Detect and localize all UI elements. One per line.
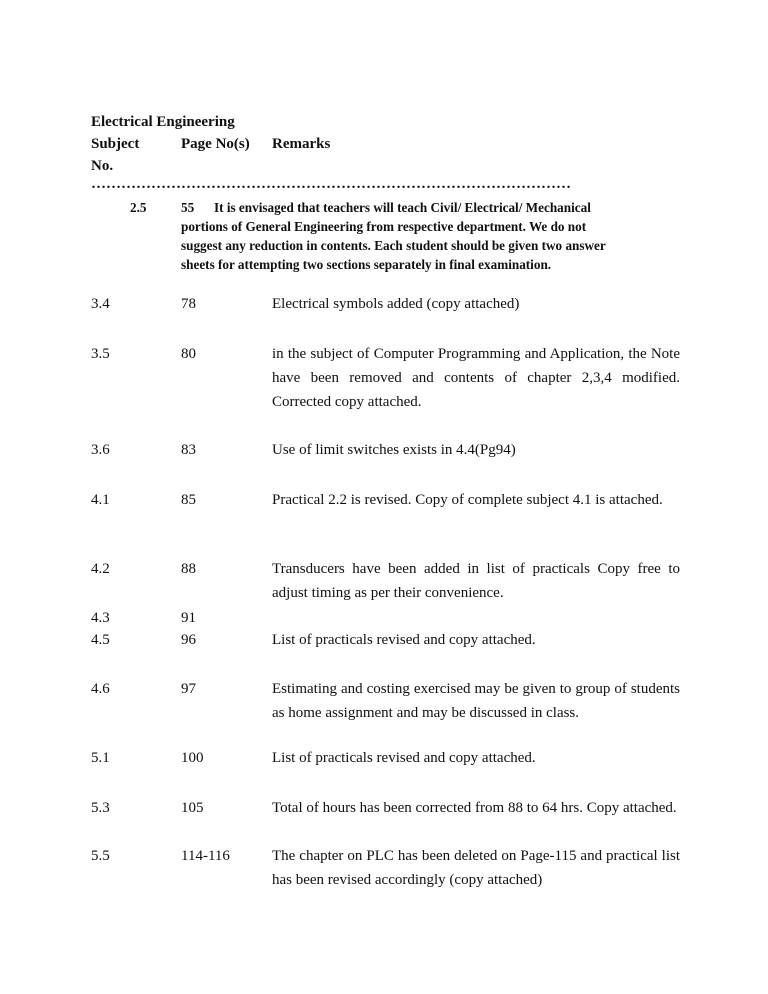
page-title: Electrical Engineering: [91, 114, 235, 130]
row-remark: Estimating and costing exercised may be given to group of students as home assignment and may be discussed in class.: [272, 681, 680, 721]
column-header-remarks: Remarks: [272, 136, 331, 152]
row-page: 83: [181, 442, 196, 458]
row-subject: 4.3: [91, 610, 110, 626]
note-line-4: sheets for attempting two sections separately in final examination.: [181, 257, 552, 272]
row-page: 88: [181, 561, 196, 577]
row-subject: 3.6: [91, 442, 110, 458]
row-remark: Practical 2.2 is revised. Copy of complete subject 4.1 is attached.: [272, 492, 663, 508]
row-page: 100: [181, 750, 204, 766]
row-page: 114-116: [181, 848, 230, 864]
row-remark: List of practicals revised and copy attached.: [272, 632, 536, 648]
row-remark: List of practicals revised and copy attached.: [272, 750, 536, 766]
dotted-separator: ……………………………………………………………………………………: [91, 176, 571, 192]
note-page: 55: [181, 200, 195, 215]
row-subject: 4.5: [91, 632, 110, 648]
row-subject: 3.5: [91, 346, 110, 362]
row-remark: Transducers have been added in list of practicals Copy free to adjust timing as per their convenience.: [272, 561, 680, 601]
column-header-subject: Subject: [91, 136, 140, 152]
column-header-subject-no: No.: [91, 158, 114, 174]
row-remark: in the subject of Computer Programming and Application, the Note have been removed and contents of chapter 2,3,4 modified. Corrected copy attached.: [272, 346, 680, 410]
row-remark: Use of limit switches exists in 4.4(Pg94): [272, 442, 516, 458]
note-line-3: suggest any reduction in contents. Each student should be given two answer: [181, 238, 606, 253]
row-page: 80: [181, 346, 196, 362]
row-subject: 4.1: [91, 492, 110, 508]
row-page: 78: [181, 296, 196, 312]
column-header-page: Page No(s): [181, 136, 250, 152]
row-page: 96: [181, 632, 196, 648]
row-remark: Total of hours has been corrected from 88 to 64 hrs. Copy attached.: [272, 800, 677, 816]
row-page: 85: [181, 492, 196, 508]
row-subject: 5.3: [91, 800, 110, 816]
row-subject: 4.2: [91, 561, 110, 577]
row-page: 105: [181, 800, 204, 816]
row-remark: Electrical symbols added (copy attached): [272, 296, 520, 312]
note-subject: 2.5: [130, 200, 147, 215]
note-line-2: portions of General Engineering from respective department. We do not: [181, 219, 587, 234]
row-remark: The chapter on PLC has been deleted on Page-115 and practical list has been revised accordingly (copy attached): [272, 848, 680, 888]
note-line-1: It is envisaged that teachers will teach Civil/ Electrical/ Mechanical: [214, 200, 591, 215]
row-subject: 4.6: [91, 681, 110, 697]
row-page: 97: [181, 681, 196, 697]
row-subject: 3.4: [91, 296, 110, 312]
row-page: 91: [181, 610, 196, 626]
row-subject: 5.5: [91, 848, 110, 864]
row-subject: 5.1: [91, 750, 110, 766]
